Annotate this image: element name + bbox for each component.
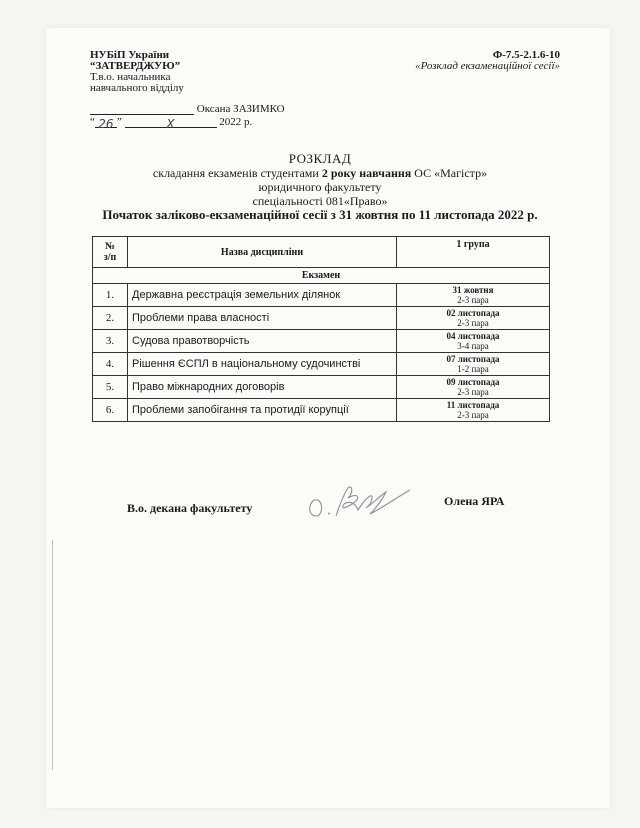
- date-year: 2022 р.: [219, 116, 253, 128]
- exam-time: 04 листопада 3-4 пара: [397, 330, 550, 353]
- schedule-table: [92, 236, 550, 422]
- scan-edge-line: [52, 540, 53, 770]
- col-discipline-header: Назва дисципліни: [128, 237, 397, 268]
- row-number: 6.: [93, 399, 128, 422]
- signatory-line: [90, 103, 285, 115]
- dean-title: В.о. декана факультету: [127, 501, 253, 515]
- position-line-1: Т.в.о. начальника: [90, 71, 171, 83]
- exam-time: 09 листопада 2-3 пара: [397, 376, 550, 399]
- section-row: [93, 268, 550, 284]
- table-row: [93, 399, 550, 422]
- position-line-2: навчального відділу: [90, 82, 184, 94]
- table-row: [93, 353, 550, 376]
- form-reference: [415, 50, 560, 72]
- section-exam: Екзамен: [93, 268, 550, 284]
- row-number: 5.: [93, 376, 128, 399]
- approve-caption: “ЗАТВЕРДЖУЮ”: [90, 60, 181, 72]
- discipline-name: Право міжнародних договорів: [128, 376, 397, 399]
- discipline-name: Рішення ЄСПЛ в національному судочинстві: [128, 353, 397, 376]
- approval-block: [90, 50, 184, 94]
- org-name: НУБіП України: [90, 49, 170, 61]
- exam-time: 31 жовтня 2-3 пара: [397, 284, 550, 307]
- exam-time: 02 листопада 2-3 пара: [397, 307, 550, 330]
- approval-date: “ 26 ” X 2022 р.: [90, 116, 253, 131]
- title-block: [0, 152, 640, 222]
- col-number-header: № з/п: [93, 237, 128, 268]
- row-number: 3.: [93, 330, 128, 353]
- faculty-line: юридичного факультету: [258, 180, 382, 194]
- dean-name: Олена ЯРА: [444, 494, 505, 508]
- table-header-row: [93, 237, 550, 268]
- col-group-header: 1 група: [397, 237, 550, 268]
- row-number: 2.: [93, 307, 128, 330]
- table-row: [93, 330, 550, 353]
- title-line-1: складання екзаменів студентами 2 року навчання ОС «Магістр»: [152, 166, 488, 180]
- form-note: «Розклад екзаменаційної сесії»: [415, 60, 560, 72]
- doc-heading: РОЗКЛАД: [288, 151, 352, 166]
- discipline-name: Проблеми запобігання та протидії корупції: [128, 399, 397, 422]
- exam-time: 11 листопада 2-3 пара: [397, 399, 550, 422]
- discipline-name: Проблеми права власності: [128, 307, 397, 330]
- dean-signature-image: [300, 474, 430, 524]
- signatory-name: Оксана ЗАЗИМКО: [196, 103, 285, 115]
- session-period: Початок заліково-екзаменаційної сесії з 31 жовтня по 11 листопада 2022 р.: [102, 207, 538, 222]
- table-row: [93, 307, 550, 330]
- signature-blank: [90, 104, 194, 115]
- form-code: Ф-7.5-2.1.6-10: [492, 49, 560, 61]
- table-row: [93, 376, 550, 399]
- exam-time: 07 листопада 1-2 пара: [397, 353, 550, 376]
- table-row: [93, 284, 550, 307]
- discipline-name: Судова правотворчість: [128, 330, 397, 353]
- discipline-name: Державна реєстрація земельних ділянок: [128, 284, 397, 307]
- date-day: 26: [95, 117, 117, 128]
- date-month: X: [125, 117, 217, 128]
- row-number: 1.: [93, 284, 128, 307]
- specialty-line: спеціальності 081«Право»: [252, 194, 388, 208]
- row-number: 4.: [93, 353, 128, 376]
